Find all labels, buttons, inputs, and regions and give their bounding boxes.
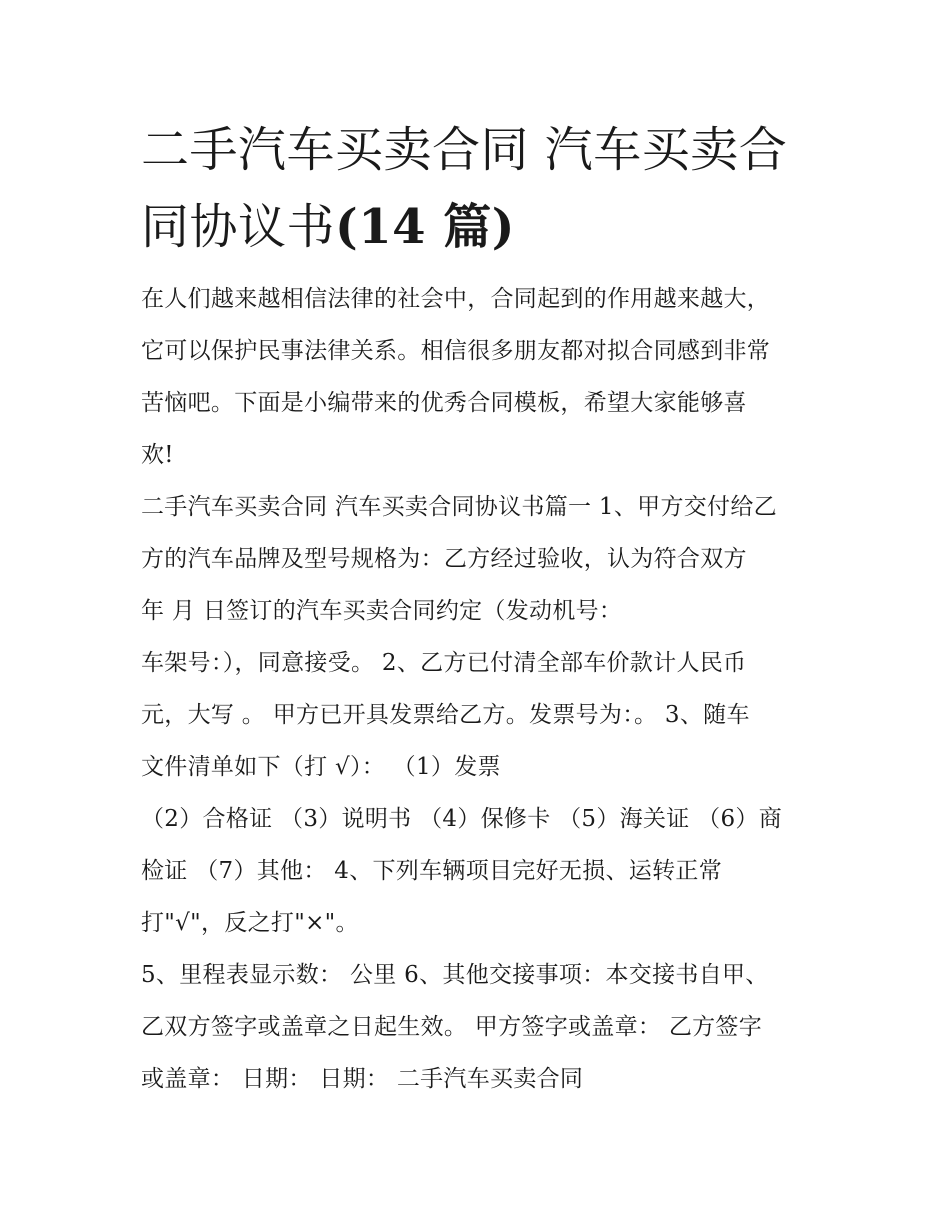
intro-line: 它可以保护民事法律关系。相信很多朋友都对拟合同感到非常: [141, 338, 771, 364]
body-line: 年 月 日签订的汽车买卖合同约定（发动机号：: [141, 598, 623, 624]
title-line-2-prefix: 同协议书: [141, 199, 336, 255]
title-line-2-count: (14 篇): [335, 199, 515, 255]
body-line: 检证 （7）其他： 4、下列车辆项目完好无损、运转正常: [141, 858, 722, 884]
title-line-1: 二手汽车买卖合同 汽车买卖合: [141, 122, 788, 178]
body-line: 方的汽车品牌及型号规格为：乙方经过验收，认为符合双方: [141, 546, 747, 572]
body-line: 元，大写 。 甲方已开具发票给乙方。发票号为：。 3、随车: [141, 702, 750, 728]
body-line: 打"√"，反之打"×"。: [141, 910, 359, 936]
body-line: 车架号：），同意接受。 2、乙方已付清全部车价款计人民币: [141, 650, 747, 676]
body-line: 文件清单如下（打 √）： （1）发票: [141, 754, 501, 780]
intro-paragraph: [141, 273, 813, 481]
body-line: 5、里程表显示数： 公里 6、其他交接事项：本交接书自甲、: [141, 962, 769, 988]
body-line: 二手汽车买卖合同 汽车买卖合同协议书篇一 1、甲方交付给乙: [141, 494, 777, 520]
body-line: 乙双方签字或盖章之日起生效。 甲方签字或盖章： 乙方签字: [141, 1014, 763, 1040]
intro-line: 苦恼吧。下面是小编带来的优秀合同模板，希望大家能够喜: [141, 390, 747, 416]
contract-body: [141, 481, 813, 1105]
intro-line: 欢!: [141, 442, 174, 468]
intro-line: 在人们越来越相信法律的社会中，合同起到的作用越来越大，: [141, 286, 771, 312]
document-title: [141, 112, 813, 266]
body-line: 或盖章： 日期： 日期： 二手汽车买卖合同: [141, 1066, 584, 1092]
document-page: [141, 112, 813, 1105]
body-line: （2）合格证 （3）说明书 （4）保修卡 （5）海关证 （6）商: [141, 806, 783, 832]
